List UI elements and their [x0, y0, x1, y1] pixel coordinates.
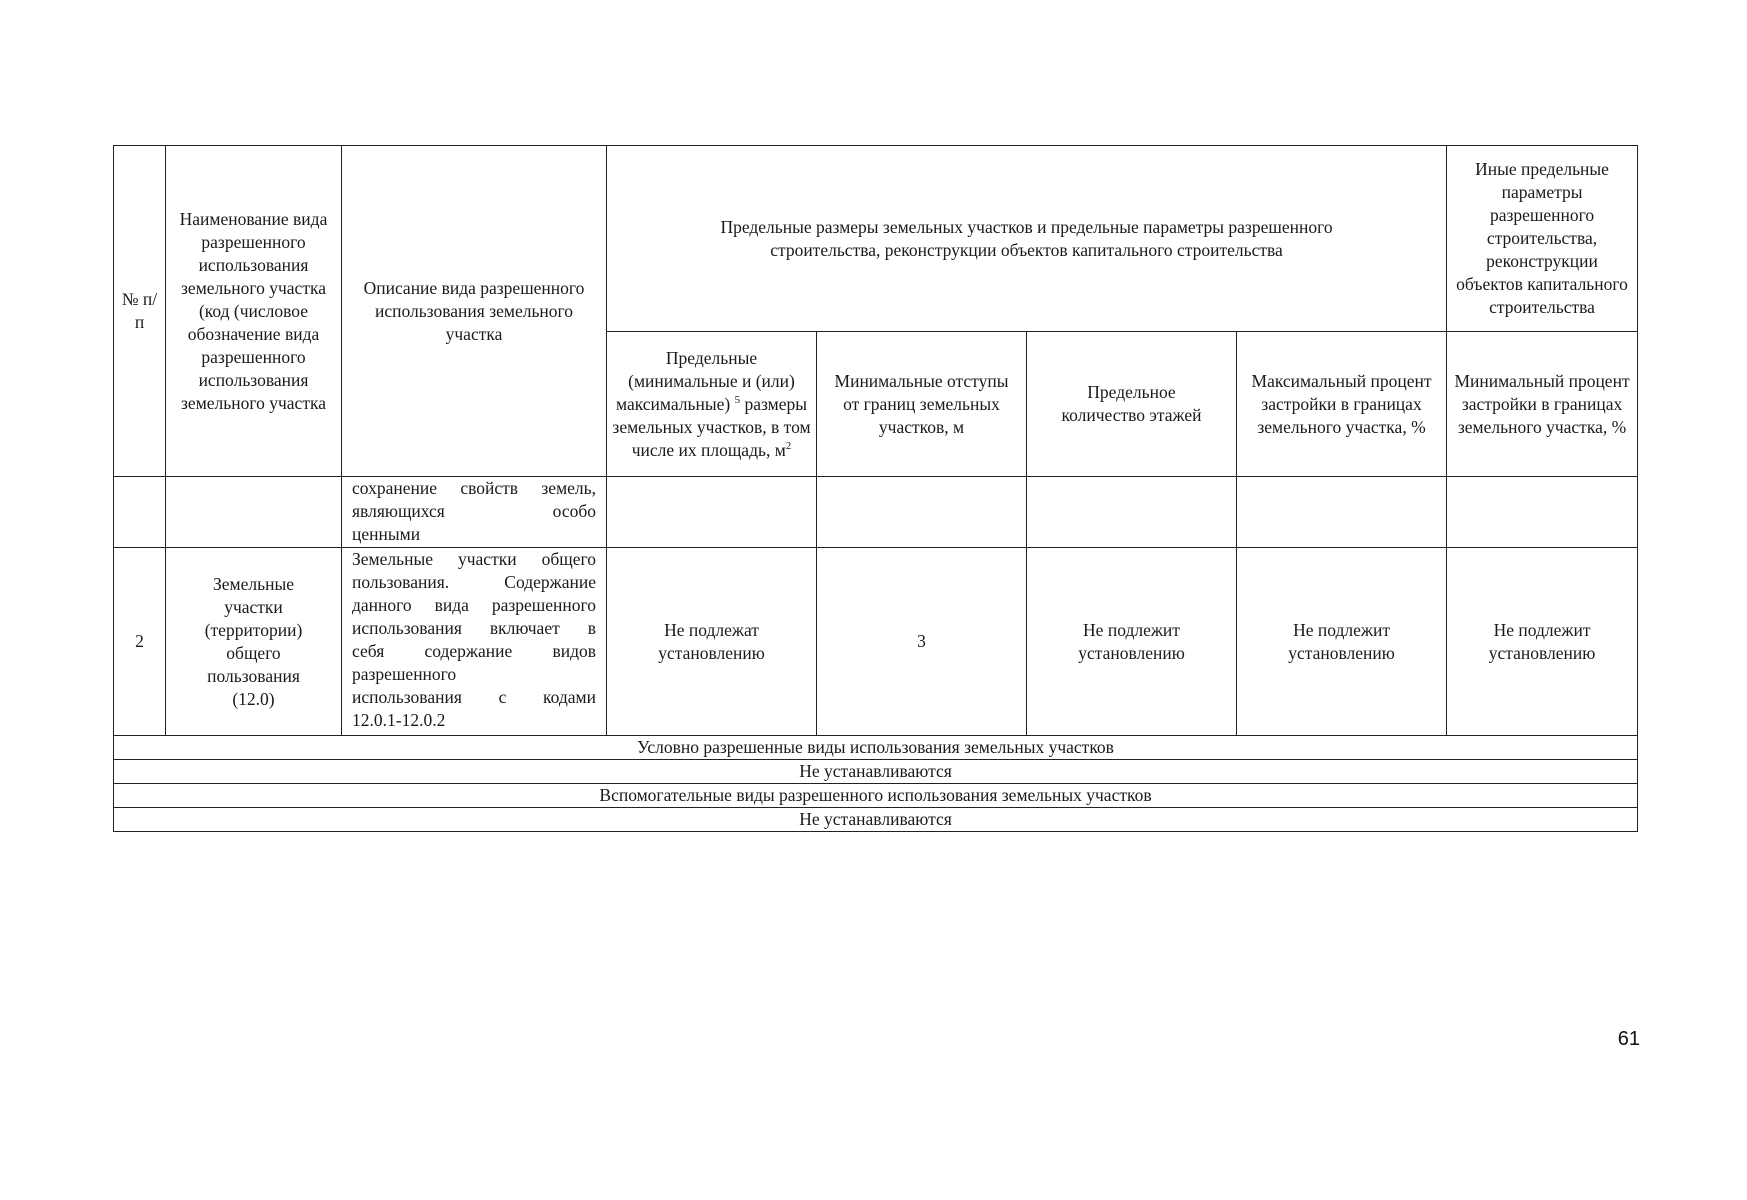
header-setbacks: Минимальные отступы от границ земельных участков, м: [817, 332, 1027, 477]
description-line: разрешенного: [352, 664, 457, 684]
description-line: данного вида разрешенного: [352, 595, 596, 615]
section-auxiliary-heading: Вспомогательные виды разрешенного использования земельных участков: [114, 784, 1638, 808]
header-sizes-unit-sup: 2: [785, 439, 792, 452]
section-row: [114, 784, 1638, 808]
header-sizes: [607, 332, 817, 477]
header-group-limits: Предельные размеры земельных участков и предельные параметры разрешенного строительства, реконструкции объектов капитального строительства: [607, 146, 1447, 332]
section-conditional-value: Не устанавливаются: [114, 760, 1638, 784]
description-line: Земельные участки общего: [352, 549, 596, 569]
header-name: Наименование вида разрешенного использования земельного участка (код (числовое обозначение вида разрешенного использования земельного участка: [166, 146, 342, 477]
description-line: сохранение свойств земель,: [352, 478, 596, 498]
cell-min-build: [1447, 477, 1638, 548]
cell-sizes: [607, 477, 817, 548]
description-line: использования включает в: [352, 618, 596, 638]
table-row: [114, 548, 1638, 736]
cell-setbacks: 3: [817, 548, 1027, 736]
header-min-build: Минимальный процент застройки в границах земельного участка, %: [1447, 332, 1638, 477]
cell-setbacks: [817, 477, 1027, 548]
cell-max-build: [1237, 477, 1447, 548]
header-num: № п/п: [114, 146, 166, 477]
cell-description: [342, 477, 607, 548]
header-group-other: Иные предельные параметры разрешенного строительства, реконструкции объектов капитального строительства: [1447, 146, 1638, 332]
cell-min-build: Не подлежит установлению: [1447, 548, 1638, 736]
cell-name: [166, 477, 342, 548]
description-line: ценными: [352, 524, 421, 544]
description-line: являющихся особо: [352, 501, 596, 521]
section-row: [114, 736, 1638, 760]
cell-floors: [1027, 477, 1237, 548]
header-description: Описание вида разрешенного использования земельного участка: [342, 146, 607, 477]
cell-max-build: Не подлежит установлению: [1237, 548, 1447, 736]
section-conditional-heading: Условно разрешенные виды использования земельных участков: [114, 736, 1638, 760]
header-sizes-footnote: 5: [734, 393, 741, 406]
section-row: [114, 808, 1638, 832]
section-row: [114, 760, 1638, 784]
header-max-build: Максимальный процент застройки в границах земельного участка, %: [1237, 332, 1447, 477]
header-sizes-text: Предельные (минимальные и (или) максимальные): [615, 347, 795, 414]
table-row: [114, 477, 1638, 548]
page-number: 61: [1617, 1028, 1640, 1050]
cell-sizes: Не подлежат установлению: [607, 548, 817, 736]
cell-num: [114, 477, 166, 548]
description-line: себя содержание видов: [352, 641, 596, 661]
land-use-table: [113, 145, 1638, 832]
description-line: 12.0.1-12.0.2: [352, 710, 446, 730]
header-sizes-text2: размеры земельных участков, в том числе их площадь, м: [612, 393, 811, 460]
header-floors: Предельное количество этажей: [1027, 332, 1237, 477]
cell-name: Земельные участки (территории) общего пользования (12.0): [166, 548, 342, 736]
section-auxiliary-value: Не устанавливаются: [114, 808, 1638, 832]
description-line: пользования. Содержание: [352, 572, 596, 592]
cell-floors: Не подлежит установлению: [1027, 548, 1237, 736]
cell-description: [342, 548, 607, 736]
cell-num: 2: [114, 548, 166, 736]
description-line: использования с кодами: [352, 687, 596, 707]
